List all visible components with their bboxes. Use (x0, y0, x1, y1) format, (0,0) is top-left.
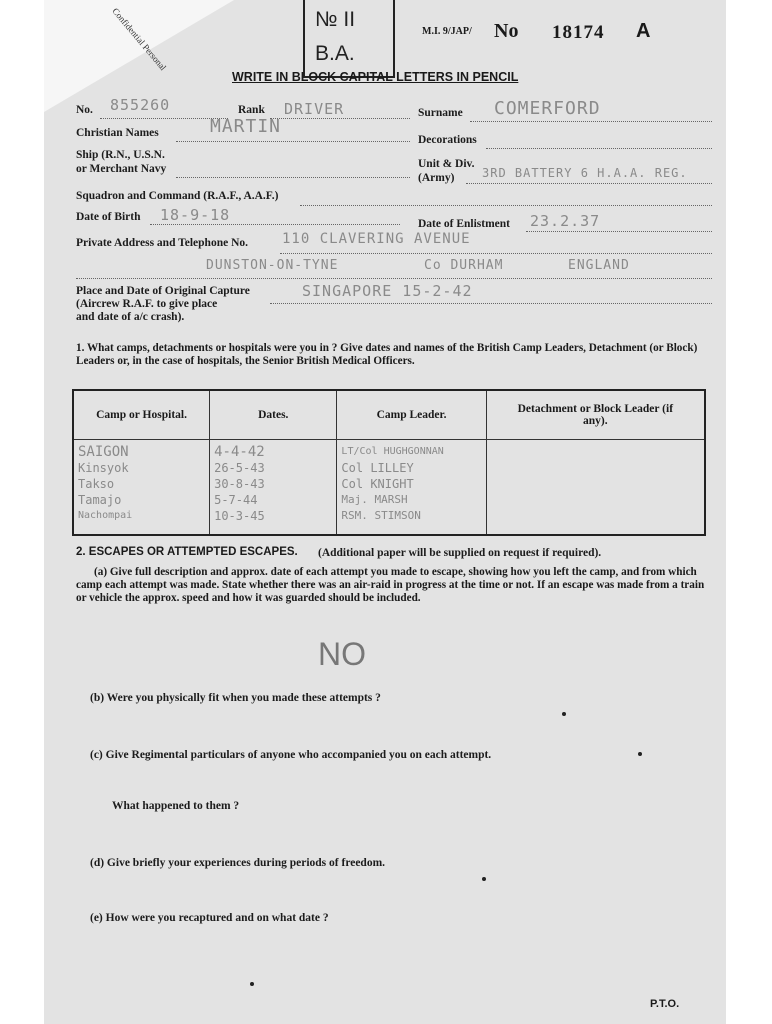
ref-code: M.I. 9/JAP/ (422, 26, 472, 37)
serial-suffix: A (636, 20, 651, 42)
date-entry: 10-3-45 (214, 509, 265, 523)
corner-note: Confidential Personal (110, 6, 169, 73)
date-entry: 5-7-44 (214, 493, 258, 507)
unit-value: 3RD BATTERY 6 H.A.A. REG. (482, 166, 688, 180)
paper-speck (562, 712, 566, 716)
header-dates: Dates. (210, 390, 337, 440)
instruction-heading: WRITE IN BLOCK CAPITAL LETTERS IN PENCIL (232, 70, 519, 84)
camps-table-body (73, 440, 705, 536)
christian-names-line (176, 141, 410, 142)
leader-entry: RSM. STIMSON (341, 509, 421, 522)
question-2c: (c) Give Regimental particulars of anyone who accompanied you on each attempt. (90, 749, 492, 761)
unit-line (466, 183, 712, 184)
camp-entry: Tamajo (78, 493, 122, 507)
address-label: Private Address and Telephone No. (76, 237, 248, 249)
service-number-value: 855260 (110, 96, 171, 114)
header-camp-leader: Camp Leader. (337, 390, 486, 440)
enlistment-label: Date of Enlistment (418, 218, 510, 230)
address-line-1-value: 110 CLAVERING AVENUE (282, 231, 471, 247)
dates-column (210, 440, 337, 536)
paper-speck (250, 982, 254, 986)
question-what-happened: What happened to them ? (112, 800, 240, 812)
enlistment-line (526, 231, 712, 232)
question-2d: (d) Give briefly your experiences during periods of freedom. (90, 857, 386, 869)
leader-entry: Maj. MARSH (341, 493, 408, 506)
date-of-birth-label: Date of Birth (76, 211, 141, 223)
capture-label-2: (Aircrew R.A.F. to give place (76, 298, 218, 310)
date-entry: 30-8-43 (214, 477, 265, 491)
squadron-label: Squadron and Command (R.A.F., A.A.F.) (76, 190, 279, 202)
address-line-2-value: DUNSTON-ON-TYNE (206, 258, 339, 273)
rank-value: DRIVER (284, 100, 345, 118)
unit-label-2: (Army) (418, 172, 455, 184)
header-camp-or-hospital: Camp or Hospital. (73, 390, 210, 440)
camps-table (72, 389, 706, 536)
ship-line (176, 177, 410, 178)
address-line-1 (280, 253, 712, 254)
question-2e: (e) How were you recaptured and on what date ? (90, 912, 329, 924)
christian-names-label: Christian Names (76, 127, 159, 139)
pto-label: P.T.O. (650, 998, 680, 1010)
ship-label-2: or Merchant Navy (76, 163, 167, 175)
detachment-column (486, 440, 705, 536)
paper-speck (638, 752, 642, 756)
date-of-birth-line (150, 224, 400, 225)
number-label: No (494, 20, 519, 42)
rank-label: Rank (238, 104, 265, 116)
address-line-4-value: ENGLAND (568, 258, 630, 273)
stamp-number: № II (315, 8, 356, 31)
serial-number: 18174 (552, 22, 605, 43)
header-detachment-leader: Detachment or Block Leader (if any). (486, 390, 705, 440)
decorations-label: Decorations (418, 134, 477, 146)
ship-label-1: Ship (R.N., U.S.N. (76, 149, 165, 161)
camp-entry: Takso (78, 477, 115, 491)
question-2a: (a) Give full description and approx. date of each attempt you made to escape, showing how you left the camp, and from which camp each attempt was made. State whether there was an air-raid in progress at the time or not. If an escape was made from a train or vehicle the approx. speed and how it was guarded should be included. (76, 566, 705, 604)
camps-table-header (73, 390, 705, 440)
answer-no: NO (318, 636, 366, 672)
squadron-line (300, 205, 712, 206)
address-line-2 (76, 278, 712, 279)
address-line-3-value: Co DURHAM (424, 258, 504, 273)
date-of-birth-value: 18-9-18 (160, 206, 231, 224)
question-2b: (b) Were you physically fit when you made these attempts ? (90, 692, 381, 704)
camp-entry: Nachompai (78, 510, 133, 521)
camps-column (73, 440, 210, 536)
question-2-heading: 2. ESCAPES OR ATTEMPTED ESCAPES. (76, 546, 298, 558)
enlistment-value: 23.2.37 (530, 212, 601, 230)
paper-speck (482, 877, 486, 881)
capture-label-3: and date of a/c crash). (76, 311, 185, 323)
date-entry: 26-5-43 (214, 461, 265, 475)
rank-line (270, 118, 410, 119)
leader-entry: LT/Col HUGHGONNAN (341, 446, 444, 457)
capture-label-1: Place and Date of Original Capture (76, 285, 250, 297)
capture-value: SINGAPORE 15-2-42 (302, 282, 473, 300)
question-2-note: (Additional paper will be supplied on request if required). (318, 547, 602, 559)
camp-entry: SAIGON (78, 444, 129, 460)
question-1: 1. What camps, detachments or hospitals were you in ? Give dates and names of the British Camp Leaders, Detachment (or Block) Leaders or, in the case of hospitals, the Senior British Medical Officers. (76, 342, 698, 367)
date-entry: 4-4-42 (214, 444, 265, 460)
capture-line (270, 303, 712, 304)
stamp-letters: B.A. (315, 42, 355, 65)
christian-names-value: MARTIN (210, 116, 282, 137)
surname-label: Surname (418, 107, 463, 119)
surname-value: COMERFORD (494, 98, 601, 119)
decorations-line (486, 148, 712, 149)
leader-entry: Col KNIGHT (341, 477, 414, 491)
stamp-box (303, 0, 395, 78)
service-number-line (100, 118, 228, 119)
leader-entry: Col LILLEY (341, 461, 414, 475)
leaders-column (337, 440, 486, 536)
camp-entry: Kinsyok (78, 461, 129, 475)
service-number-label: No. (76, 104, 93, 116)
unit-label-1: Unit & Div. (418, 158, 475, 170)
surname-line (470, 121, 712, 122)
